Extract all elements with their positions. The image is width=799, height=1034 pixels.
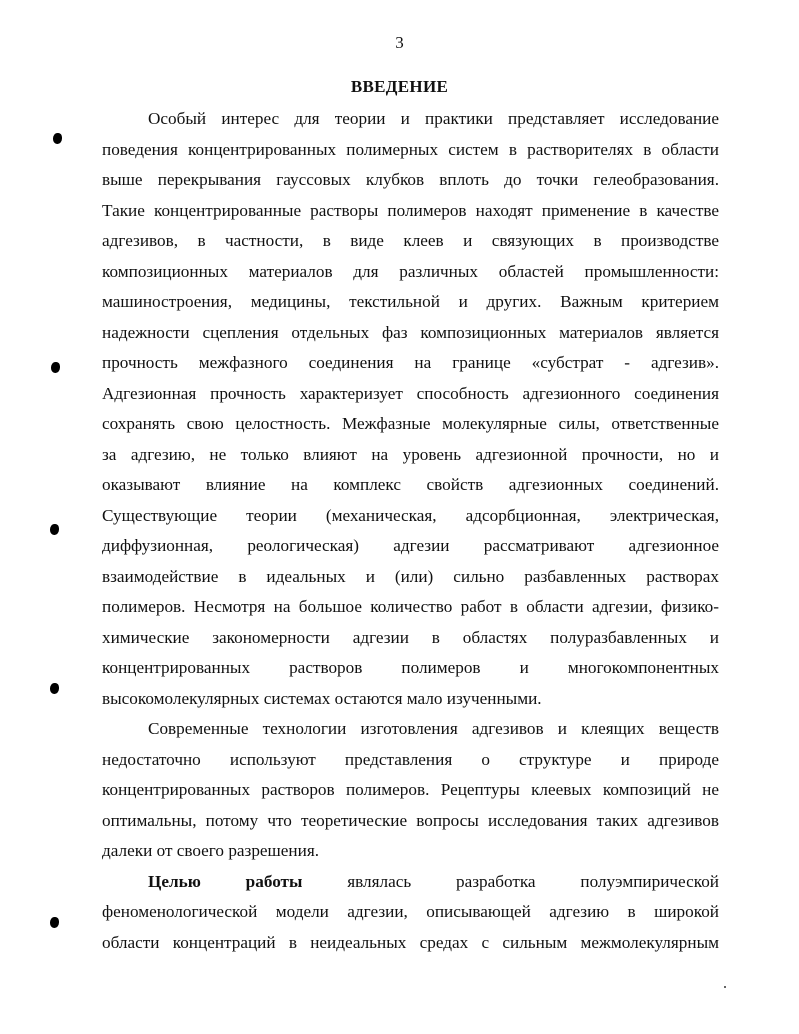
section-heading: ВВЕДЕНИЕ [350, 77, 449, 96]
page-number: 3 [395, 33, 404, 52]
text-line: высокомолекулярных системах остаются мало изученными. [102, 688, 542, 708]
text-line: взаимодействие в идеальных и (или) сильно разбавленных растворах [102, 566, 719, 586]
text-line [102, 867, 719, 898]
text-line: за адгезию, не только влияют на уровень адгезионной прочности, но и [102, 444, 719, 464]
text-line: адгезивов, в частности, в виде клеев и связующих в производстве [102, 231, 719, 250]
text-line: машиностроения, медицины, текстильной и других. Важным критерием [102, 292, 719, 311]
text-line: далеки от своего разрешения. [102, 841, 320, 860]
text-line: Существующие теории (механическая, адсорбционная, электрическая, [102, 505, 719, 525]
text-line: полимеров. Несмотря на большое количество работ в области адгезии, физико- [102, 597, 719, 616]
text-line: химические закономерности адгезии в областях полуразбавленных и [102, 627, 719, 647]
first-line-rest: являлась разработка полуэмпирической [347, 871, 719, 891]
paragraph-3 [102, 867, 719, 959]
text-line: концентрированных растворов полимеров. Рецептуры клеевых композиций не [102, 780, 719, 799]
paragraph-2 [102, 714, 719, 867]
scan-mark [50, 524, 59, 535]
scan-mark [50, 917, 59, 928]
text-line: недостаточно используют представления о структуре и природе [102, 749, 719, 769]
scan-speck [724, 986, 726, 988]
text-line: феноменологической модели адгезии, описывающей адгезию в широкой [102, 902, 719, 921]
text-line: сохранять свою целостность. Межфазные молекулярные силы, ответственные [102, 414, 719, 433]
text-line: поведения концентрированных полимерных систем в растворителях в области [102, 139, 719, 159]
text-line: оптимальны, потому что теоретические вопросы исследования таких адгезивов [102, 810, 719, 830]
text-line: диффузионная, реологическая) адгезии рассматривают адгезионное [102, 536, 719, 555]
text-line: области концентраций в неидеальных средах с сильным межмолекулярным [102, 932, 719, 952]
scan-mark [53, 133, 62, 144]
text-line: Особый интерес для теории и практики представляет исследование [148, 109, 719, 128]
text-line: композиционных материалов для различных областей промышленности: [102, 261, 719, 281]
text-line: выше перекрывания гауссовых клубков вплоть до точки гелеобразования. [102, 170, 719, 189]
text-line: оказывают влияние на комплекс свойств адгезионных соединений. [102, 475, 719, 494]
text-line: надежности сцепления отдельных фаз композиционных материалов является [102, 322, 719, 342]
body-text [102, 104, 719, 958]
text-line: Такие концентрированные растворы полимеров находят применение в качестве [102, 200, 719, 220]
bold-lead: Целью работы [148, 871, 303, 891]
text-line: Современные технологии изготовления адгезивов и клеящих веществ [148, 719, 719, 738]
scan-mark [51, 362, 60, 373]
text-line: прочность межфазного соединения на границе «субстрат - адгезив». [102, 353, 719, 372]
text-line: концентрированных растворов полимеров и многокомпонентных [102, 658, 719, 677]
scan-mark [50, 683, 59, 694]
text-line: Адгезионная прочность характеризует способность адгезионного соединения [102, 383, 719, 403]
paragraph-1 [102, 104, 719, 714]
